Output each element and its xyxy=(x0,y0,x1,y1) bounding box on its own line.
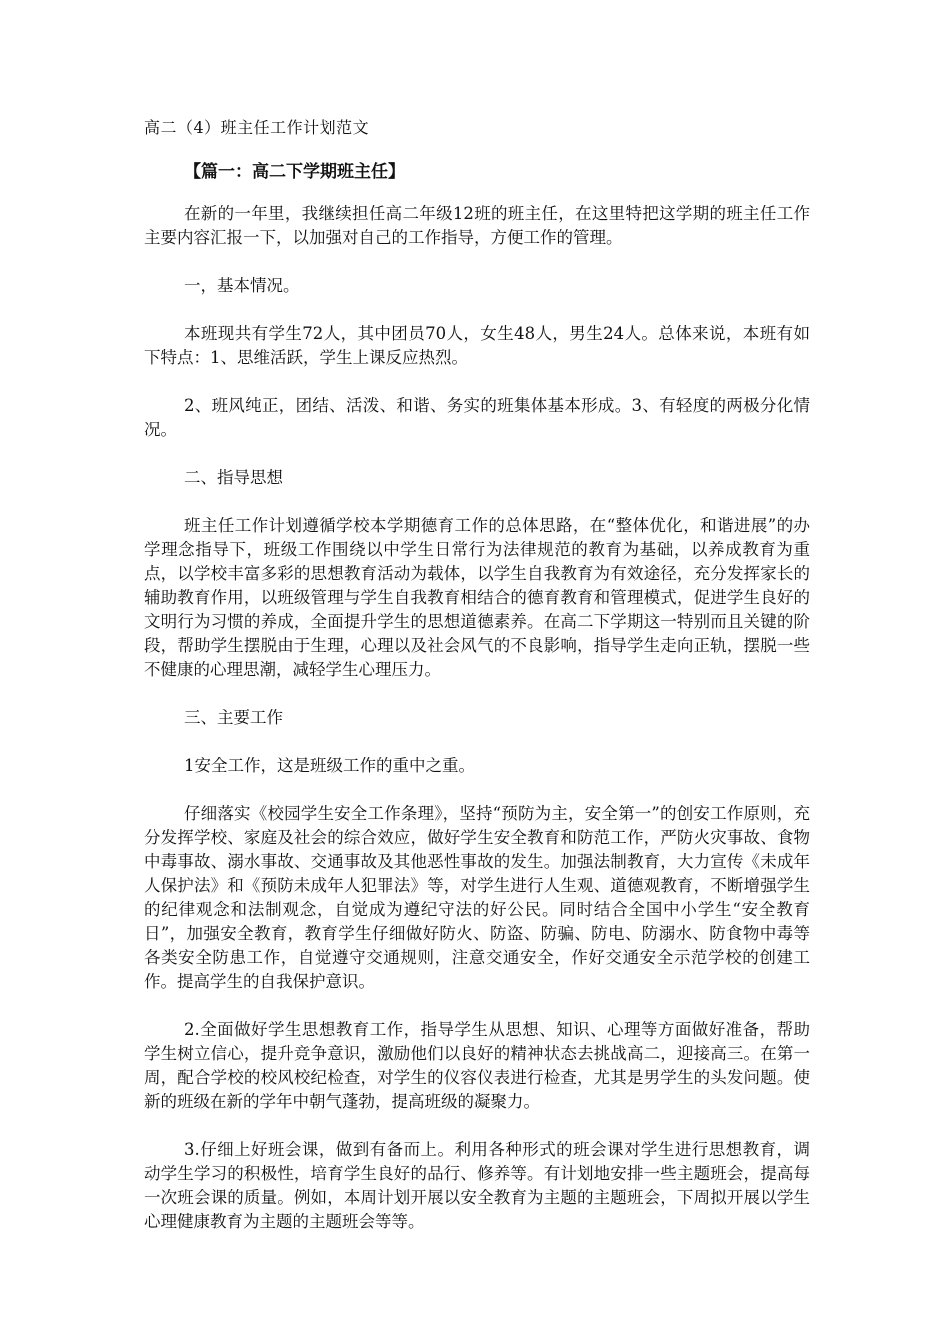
paragraph: 一，基本情况。 xyxy=(184,276,300,295)
paragraph: 在新的一年里，我继续担任高二年级12班的班主任，在这里特把这学期的班主任工作主要内容汇报一下，以加强对自己的工作指导，方便工作的管理。 xyxy=(144,204,810,247)
document-body xyxy=(144,202,810,1258)
paragraph: 二、指导思想 xyxy=(184,468,283,487)
paragraph: 1安全工作，这是班级工作的重中之重。 xyxy=(184,756,475,775)
section-heading: 【篇一：高二下学期班主任】 xyxy=(184,162,405,182)
paragraph: 2、班风纯正，团结、活泼、和谐、务实的班集体基本形成。3、有轻度的两极分化情况。 xyxy=(144,396,810,439)
paragraph: 3.仔细上好班会课，做到有备而上。利用各种形式的班会课对学生进行思想教育，调动学生学习的积极性，培育学生良好的品行、修养等。有计划地安排一些主题班会，提高每一次班会课的质量。例如，本周计划开展以安全教育为主题的主题班会，下周拟开展以学生心理健康教育为主题的主题班会等等。 xyxy=(144,1140,810,1231)
paragraph: 本班现共有学生72人，其中团员70人，女生48人，男生24人。总体来说，本班有如下特点：1、思维活跃，学生上课反应热烈。 xyxy=(144,324,810,367)
paragraph: 2.全面做好学生思想教育工作，指导学生从思想、知识、心理等方面做好准备，帮助学生树立信心，提升竞争意识，激励他们以良好的精神状态去挑战高二，迎接高三。在第一周，配合学校的校风校纪检查，对学生的仪容仪表进行检查，尤其是男学生的头发问题。使新的班级在新的学年中朝气蓬勃，提高班级的凝聚力。 xyxy=(144,1020,810,1111)
paragraph: 三、主要工作 xyxy=(184,708,283,727)
paragraph: 仔细落实《校园学生安全工作条理》，坚持“预防为主，安全第一”的创安工作原则，充分发挥学校、家庭及社会的综合效应，做好学生安全教育和防范工作，严防火灾事故、食物中毒事故、溺水事故、交通事故及其他恶性事故的发生。加强法制教育，大力宣传《未成年人保护法》和《预防未成年人犯罪法》等，对学生进行人生观、道德观教育，不断增强学生的纪律观念和法制观念，自觉成为遵纪守法的好公民。同时结合全国中小学生“安全教育日”，加强安全教育，教育学生仔细做好防火、防盗、防骗、防电、防溺水、防食物中毒等各类安全防患工作，自觉遵守交通规则，注意交通安全，作好交通安全示范学校的创建工作。提高学生的自我保护意识。 xyxy=(144,804,810,991)
paragraph: 班主任工作计划遵循学校本学期德育工作的总体思路，在“整体优化，和谐进展”的办学理念指导下，班级工作围绕以中学生日常行为法律规范的教育为基础，以养成教育为重点，以学校丰富多彩的思想教育活动为载体，以学生自我教育为有效途径，充分发挥家长的辅助教育作用，以班级管理与学生自我教育相结合的德育教育和管理模式，促进学生良好的文明行为习惯的养成，全面提升学生的思想道德素养。在高二下学期这一特别而且关键的阶段，帮助学生摆脱由于生理，心理以及社会风气的不良影响，指导学生走向正轨，摆脱一些不健康的心理思潮，减轻学生心理压力。 xyxy=(144,516,810,679)
document-title: 高二（4）班主任工作计划范文 xyxy=(144,118,370,137)
